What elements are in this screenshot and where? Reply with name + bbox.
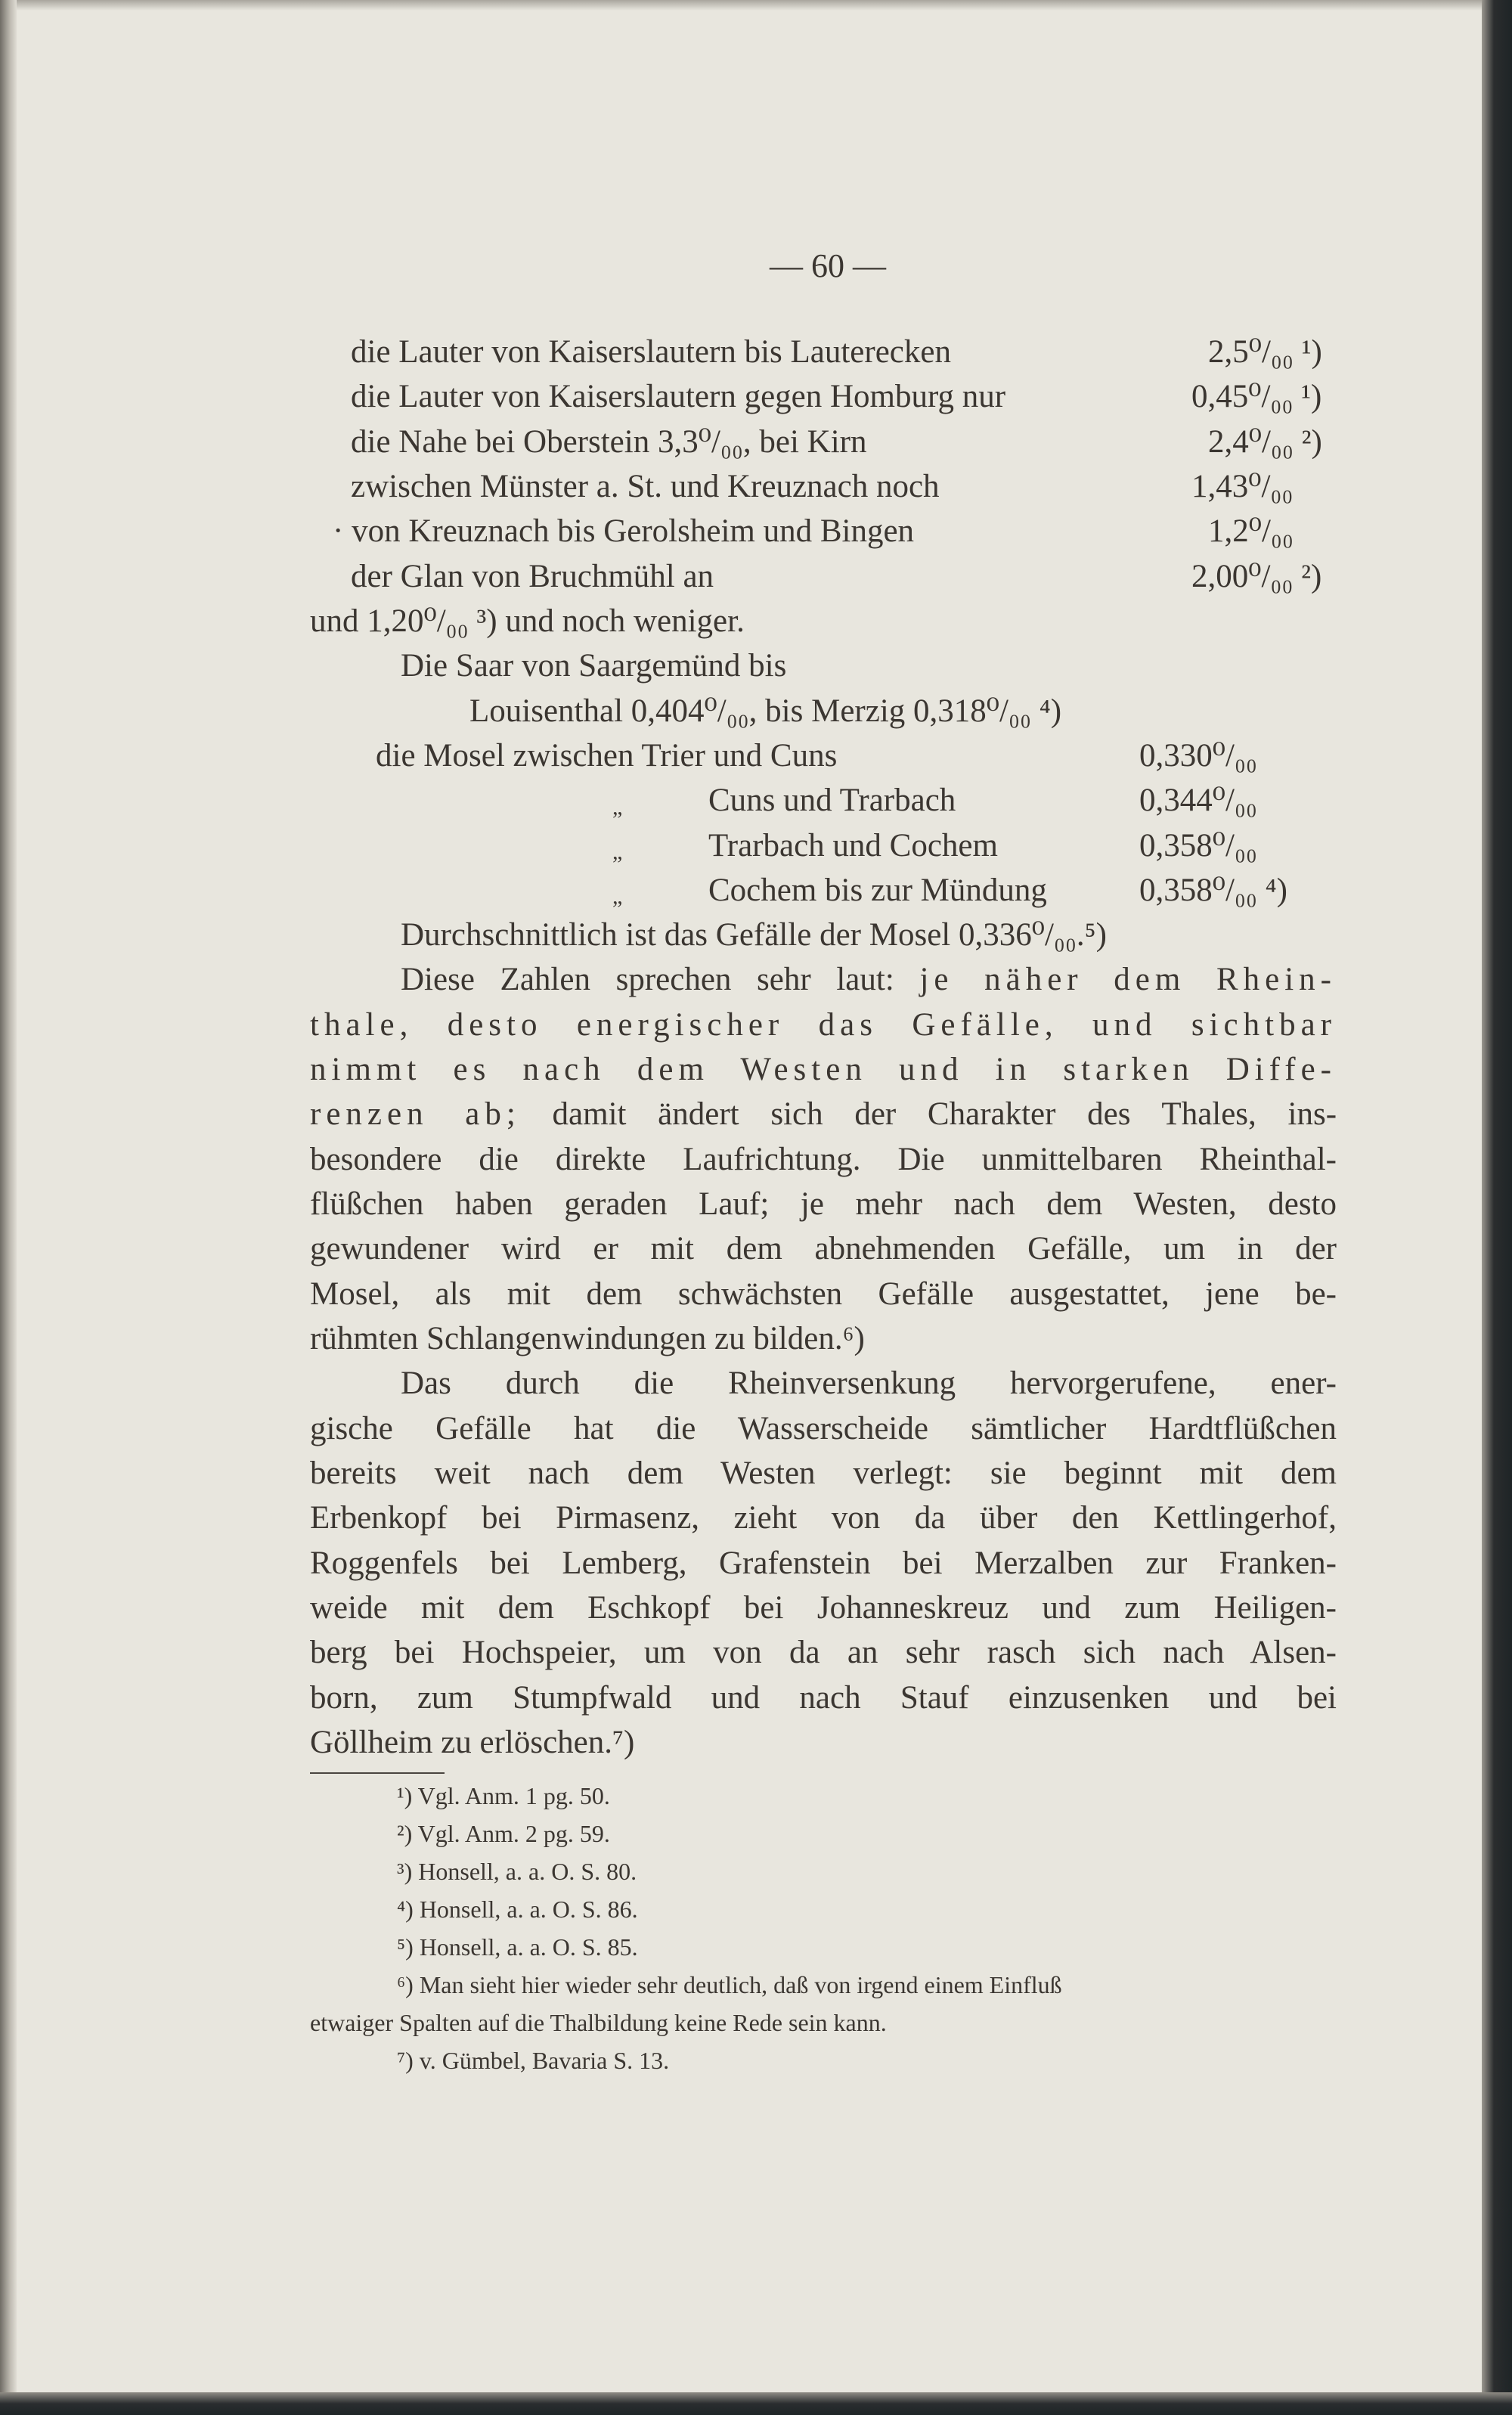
table-row-value: 1,43⁰/₀₀ xyxy=(1191,469,1294,504)
table-row-label: die Lauter von Kaiserslautern bis Lauterecken xyxy=(351,334,951,370)
text-line: besondere die direkte Laufrichtung. Die unmittelbaren Rheinthal- xyxy=(310,1142,1337,1177)
scan-edge-left xyxy=(0,0,17,2415)
mosel-row-value: 0,330⁰/₀₀ xyxy=(1139,738,1257,773)
text-line: rühmten Schlangenwindungen zu bilden.⁶) xyxy=(310,1321,865,1356)
spaced-text-line: nimmt es nach dem Westen und in starken Diffe- xyxy=(310,1052,1337,1087)
mosel-row-label: Cochem bis zur Mündung xyxy=(708,873,1047,908)
page-number: — 60 — xyxy=(770,247,886,284)
ditto-mark: „ xyxy=(612,839,623,864)
footnote-separator xyxy=(310,1772,445,1774)
text-line: Durchschnittlich ist das Gefälle der Mosel 0,336⁰/₀₀.⁵) xyxy=(401,917,1107,953)
footnote: ⁶) Man sieht hier wieder sehr deutlich, daß von irgend einem Einfluß xyxy=(397,1971,1062,1998)
text-line: Roggenfels bei Lemberg, Grafenstein bei Merzalben zur Franken- xyxy=(310,1545,1337,1581)
mosel-row-label: Cuns und Trarbach xyxy=(708,783,956,818)
text-line: Mosel, als mit dem schwächsten Gefälle ausgestattet, jene be- xyxy=(310,1276,1337,1312)
text-line: Das durch die Rheinversenkung hervorgerufene, ener- xyxy=(401,1366,1337,1401)
mosel-row-value: 0,344⁰/₀₀ xyxy=(1139,783,1257,818)
footnote-continuation: etwaiger Spalten auf die Thalbildung keine Rede sein kann. xyxy=(310,2009,887,2036)
text-line: born, zum Stumpfwald und nach Stauf einzusenken und bei xyxy=(310,1680,1337,1716)
text-segment: Diese Zahlen sprechen sehr laut: xyxy=(401,962,894,997)
spaced-text-segment: renzen ab; xyxy=(310,1096,521,1132)
scan-edge-top xyxy=(0,0,1512,11)
scan-edge-right xyxy=(1482,0,1512,2415)
table-row-label: der Glan von Bruchmühl an xyxy=(351,559,714,594)
text-line: gische Gefälle hat die Wasserscheide sämtlicher Hardtflüßchen xyxy=(310,1411,1337,1446)
table-row-value: 0,45⁰/₀₀ ¹) xyxy=(1191,379,1322,414)
text-line: flüßchen haben geraden Lauf; je mehr nach dem Westen, desto xyxy=(310,1186,1337,1222)
spaced-text-segment: je näher dem Rhein- xyxy=(919,962,1337,997)
text-line: und 1,20⁰/₀₀ ³) und noch weniger. xyxy=(310,603,745,639)
table-row-value: 2,00⁰/₀₀ ²) xyxy=(1191,559,1322,594)
text-line: berg bei Hochspeier, um von da an sehr rasch sich nach Alsen- xyxy=(310,1635,1337,1670)
footnote: ²) Vgl. Anm. 2 pg. 59. xyxy=(397,1820,610,1847)
table-row-value: 1,2⁰/₀₀ xyxy=(1208,513,1294,549)
spaced-text-line: thale, desto energischer das Gefälle, und sichtbar xyxy=(310,1007,1337,1043)
text-line xyxy=(401,957,1337,1002)
scan-edge-bottom xyxy=(0,2392,1512,2415)
text-line: Louisenthal 0,404⁰/₀₀, bis Merzig 0,318⁰/₀₀ ⁴) xyxy=(469,693,1062,729)
ditto-mark: „ xyxy=(612,884,623,909)
footnote: ⁵) Honsell, a. a. O. S. 85. xyxy=(397,1933,638,1961)
text-line: Göllheim zu erlöschen.⁷) xyxy=(310,1725,635,1760)
table-row-label: zwischen Münster a. St. und Kreuznach noch xyxy=(351,469,940,504)
text-line: Erbenkopf bei Pirmasenz, zieht von da über den Kettlingerhof, xyxy=(310,1500,1337,1536)
footnote: ³) Honsell, a. a. O. S. 80. xyxy=(397,1858,637,1885)
table-row-label: · von Kreuznach bis Gerolsheim und Bingen xyxy=(333,513,915,549)
footnote: ¹) Vgl. Anm. 1 pg. 50. xyxy=(397,1782,610,1809)
table-row-value: 2,4⁰/₀₀ ²) xyxy=(1208,424,1322,460)
table-row-value: 2,5⁰/₀₀ ¹) xyxy=(1208,334,1322,370)
table-row-label: die Nahe bei Oberstein 3,3⁰/₀₀, bei Kirn xyxy=(351,424,867,460)
mosel-row-label: die Mosel zwischen Trier und Cuns xyxy=(376,738,838,773)
text-line: Die Saar von Saargemünd bis xyxy=(401,648,787,684)
text-line: gewundener wird er mit dem abnehmenden Gefälle, um in der xyxy=(310,1231,1337,1266)
mosel-row-label: Trarbach und Cochem xyxy=(708,828,998,863)
text-line xyxy=(310,1092,1337,1136)
mosel-row-value: 0,358⁰/₀₀ ⁴) xyxy=(1139,873,1287,908)
ditto-mark: „ xyxy=(612,795,623,820)
text-line: weide mit dem Eschkopf bei Johanneskreuz und zum Heiligen- xyxy=(310,1590,1337,1626)
text-line: bereits weit nach dem Westen verlegt: sie beginnt mit dem xyxy=(310,1456,1337,1491)
text-segment: damit ändert sich der Charakter des Thales, ins- xyxy=(552,1096,1337,1132)
footnote: ⁴) Honsell, a. a. O. S. 86. xyxy=(397,1896,638,1923)
mosel-row-value: 0,358⁰/₀₀ xyxy=(1139,828,1257,863)
footnote: ⁷) v. Gümbel, Bavaria S. 13. xyxy=(397,2047,670,2074)
table-row-label: die Lauter von Kaiserslautern gegen Homburg nur xyxy=(351,379,1006,414)
